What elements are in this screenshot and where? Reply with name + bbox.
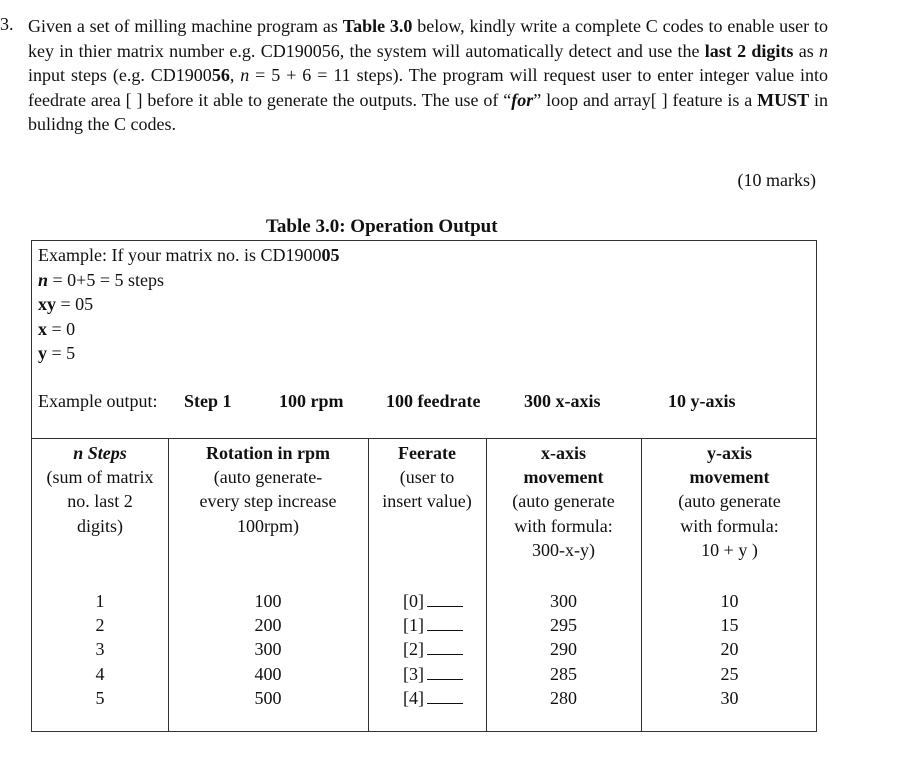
table-cell: [3]	[368, 662, 498, 686]
yaxis-values	[641, 589, 818, 710]
table-cell: 20	[720, 639, 739, 660]
feedrate-values	[368, 589, 498, 710]
question-segment: n	[819, 40, 828, 61]
question-text	[28, 14, 828, 137]
example-matrix-line: Example: If your matrix no. is CD190005	[38, 245, 340, 265]
table-cell: [0]	[368, 589, 498, 613]
table-title: Table 3.0: Operation Output	[266, 216, 498, 237]
question-segment: as	[793, 40, 819, 61]
example-block	[38, 243, 339, 366]
rpm-values	[168, 589, 368, 710]
table-cell: 2	[95, 615, 105, 636]
question-segment: Table 3.0	[342, 16, 413, 36]
column-header-rpm: Rotation in rpm (auto generate- every step increase 100rpm)	[199, 443, 337, 536]
question-segment: MUST	[757, 89, 810, 110]
example-output-yaxis: 10 y-axis	[668, 391, 736, 411]
blank-line	[427, 616, 463, 631]
question-segment: for	[511, 89, 534, 110]
table-cell: 300	[550, 591, 577, 611]
table-cell: 285	[550, 663, 577, 684]
blank-line	[427, 689, 463, 704]
table-cell: 290	[550, 639, 577, 660]
example-output-rpm: 100 rpm	[279, 391, 344, 411]
example-output-label: Example output:	[38, 391, 158, 411]
question-number: 3.	[0, 14, 14, 34]
blank-line	[427, 640, 463, 655]
table-cell: 15	[720, 615, 739, 636]
column-header-yaxis: y-axis movement (auto generate with formula: 10 + y )	[678, 443, 781, 560]
question-segment: n	[240, 65, 250, 85]
example-output-feedrate: 100 feedrate	[386, 391, 481, 411]
operation-output-table	[31, 240, 817, 732]
question-segment: Given a set of milling machine program as	[28, 16, 343, 36]
table-cell: 500	[254, 687, 282, 708]
table-cell: 4	[95, 663, 105, 684]
table-cell: 3	[95, 639, 105, 660]
table-cell: 200	[254, 615, 282, 636]
table-cell: 280	[550, 687, 577, 708]
question-segment: in bulidng the C codes.	[28, 89, 829, 134]
question-segment: input steps (e.g. CD1900	[28, 65, 212, 85]
column-header-xaxis: x-axis movement (auto generate with formula: 300-x-y)	[512, 443, 615, 560]
table-cell: 300	[254, 639, 282, 660]
xaxis-values	[486, 589, 641, 710]
example-output-step: Step 1	[184, 391, 232, 411]
question-segment: below, kindly write a complete C codes to enable user to key in thier matrix number e.g. CD190056, the system will automatically detect and use the	[28, 16, 829, 61]
example-x-line: x = 0	[38, 318, 76, 339]
table-cell: [4]	[368, 686, 498, 710]
column-header-feedrate: Feerate (user to insert value)	[382, 443, 472, 512]
table-cell: 295	[550, 615, 577, 636]
table-cell: 5	[95, 687, 105, 708]
question-segment: 56	[211, 65, 230, 85]
example-steps-line: n = 0+5 = 5 steps	[38, 269, 164, 290]
marks-label: (10 marks)	[737, 170, 816, 190]
example-output-xaxis: 300 x-axis	[524, 391, 601, 411]
table-divider	[32, 438, 816, 439]
question-segment: ” loop and array[ ] feature is a	[533, 89, 758, 110]
blank-line	[427, 592, 463, 607]
table-cell: 1	[95, 591, 105, 611]
table-cell: 10	[720, 591, 739, 611]
table-cell: [2]	[368, 637, 498, 661]
blank-line	[427, 665, 463, 680]
table-cell: 25	[720, 663, 739, 684]
question-segment: ,	[229, 65, 241, 85]
table-cell: 30	[720, 687, 739, 708]
column-header-steps: n Steps (sum of matrix no. last 2 digits)	[46, 443, 154, 536]
table-cell: 100	[254, 591, 282, 611]
example-xy-line: xy = 05	[38, 294, 94, 314]
question-segment: last 2 digits	[704, 40, 794, 61]
example-y-line: y = 5	[38, 343, 76, 363]
table-cell: [1]	[368, 613, 498, 637]
steps-values	[32, 589, 168, 710]
table-cell: 400	[254, 663, 282, 684]
question-segment: = 5 + 6 = 11 steps). The program will request user to enter integer value into feedrate area [ ] before it able to generate the outputs. The use of “	[28, 65, 828, 110]
